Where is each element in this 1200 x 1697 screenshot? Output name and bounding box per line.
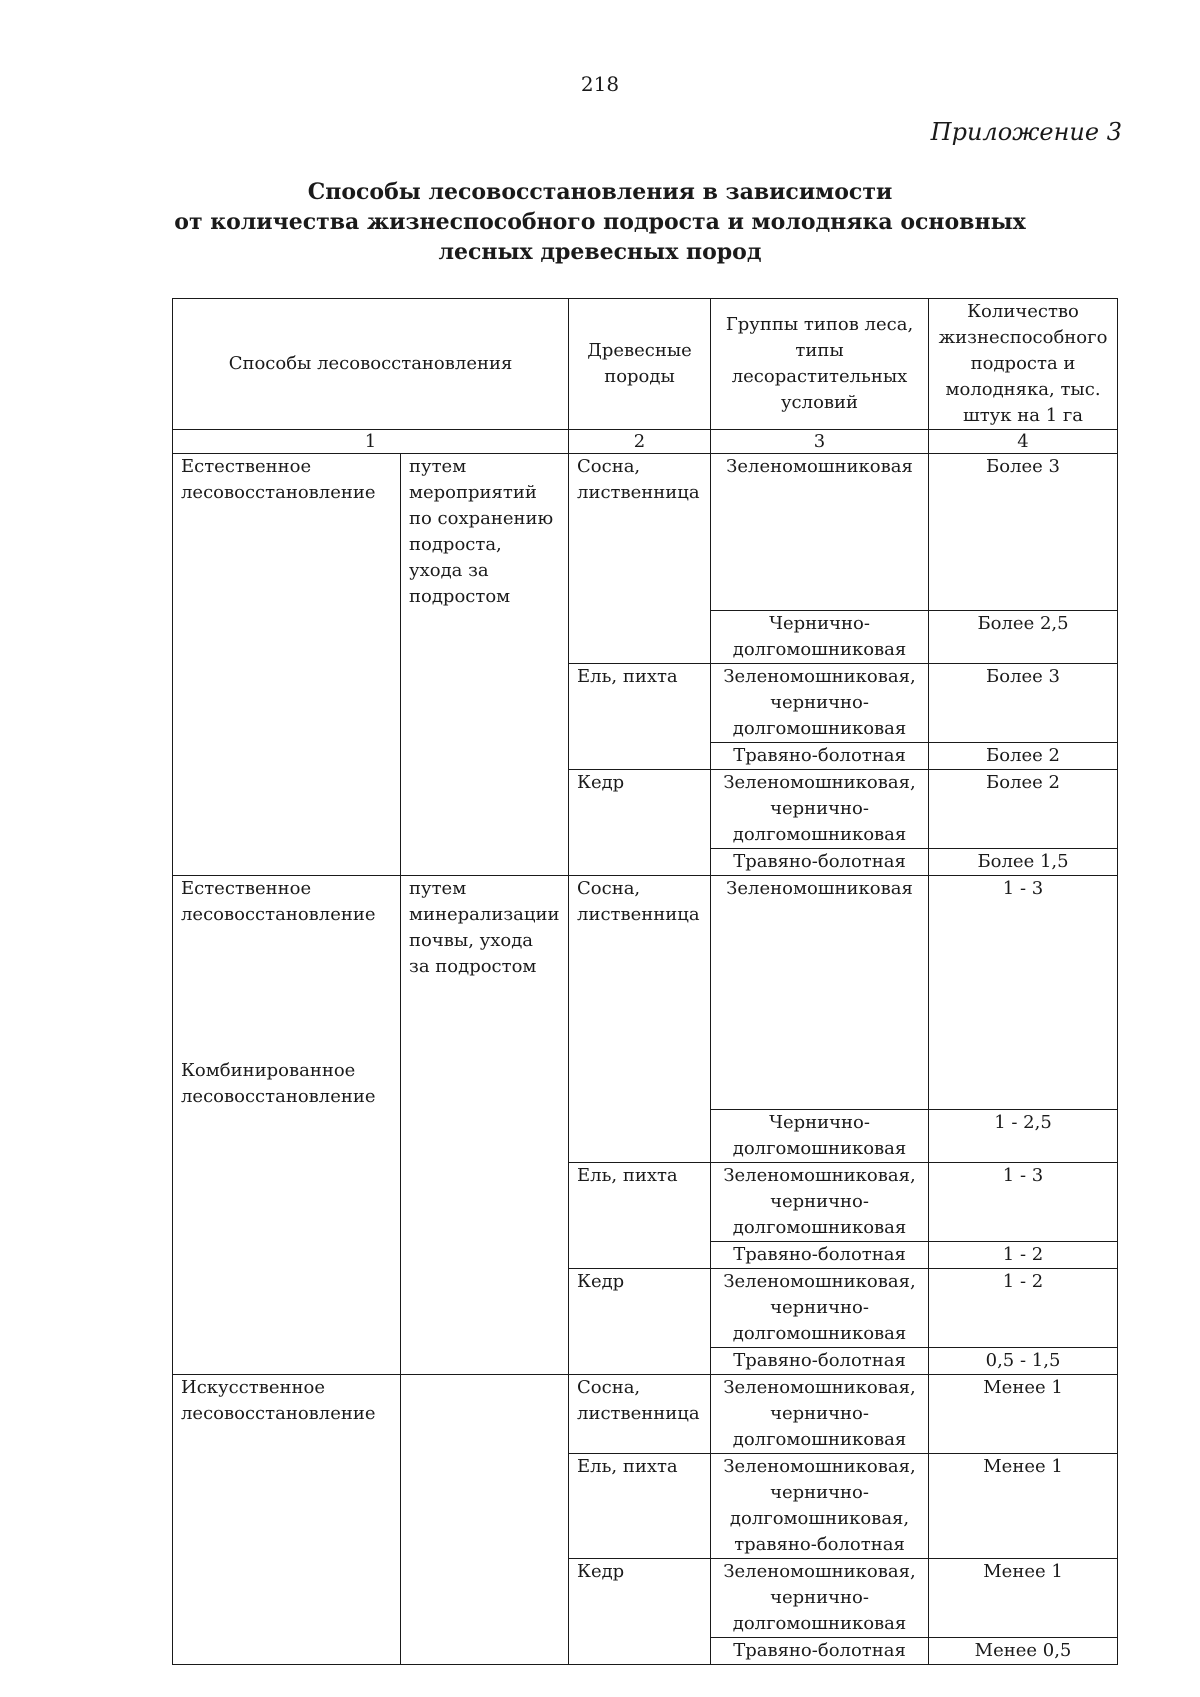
forest-type-cell	[711, 875, 929, 1110]
forest-type-line: долгомошниковая	[732, 1429, 907, 1450]
method-label	[181, 876, 392, 928]
header-line: типы	[795, 340, 844, 361]
species-line: Ель, пихта	[577, 665, 678, 687]
means-cell	[401, 1242, 569, 1269]
title-line: Способы лесовосстановления в зависимости	[307, 179, 893, 205]
forest-type-cell	[711, 742, 929, 769]
forest-type-line: Травяно-болотная	[733, 850, 906, 872]
means-cell	[401, 1269, 569, 1348]
quantity-cell: Более 2	[929, 742, 1118, 769]
header-line: жизнеспособного	[938, 327, 1108, 348]
header-line: условий	[780, 392, 859, 413]
method-cell	[173, 663, 401, 742]
forest-type-line: долгомошниковая,	[729, 1508, 910, 1529]
header-line: штук на 1 га	[962, 405, 1084, 426]
method-line: Искусственное	[181, 1377, 326, 1398]
means-cell	[401, 1110, 569, 1163]
method-cell	[173, 1559, 401, 1638]
table-row	[173, 1559, 1118, 1638]
quantity-cell: Более 2	[929, 769, 1118, 848]
method-line: лесовосстановление	[181, 1403, 376, 1424]
forest-type-line: Травяно-болотная	[733, 744, 906, 766]
method-cell	[173, 1348, 401, 1375]
species-line: Кедр	[577, 771, 625, 793]
header-quantity	[929, 299, 1118, 430]
header-line: подроста и	[970, 353, 1076, 374]
table-row	[173, 1454, 1118, 1559]
means-cell	[401, 454, 569, 611]
means-cell	[401, 875, 569, 1110]
quantity-cell: Менее 1	[929, 1375, 1118, 1454]
appendix-label: Приложение 3	[930, 118, 1122, 146]
quantity-cell: 0,5 - 1,5	[929, 1348, 1118, 1375]
method-cell	[173, 1638, 401, 1665]
species-cell	[569, 454, 711, 664]
forest-type-line: Травяно-болотная	[733, 1350, 906, 1371]
method-cell	[173, 1110, 401, 1163]
species-line: лиственница	[577, 482, 700, 503]
method-line: лесовосстановление	[181, 1085, 376, 1107]
species-cell	[569, 1163, 711, 1269]
species-line: Сосна,	[577, 877, 641, 899]
forest-type-cell	[711, 1375, 929, 1454]
header-methods: Способы лесовосстановления	[173, 299, 569, 430]
forest-type-line: чернично-	[770, 691, 869, 713]
forest-type-line: чернично-	[770, 1587, 869, 1608]
means-line: путем	[409, 877, 467, 899]
species-cell	[569, 663, 711, 769]
forest-type-cell	[711, 663, 929, 742]
title-line: лесных древесных пород	[438, 239, 762, 265]
column-number: 3	[711, 430, 929, 454]
forest-type-cell	[711, 1242, 929, 1269]
page-number: 218	[580, 72, 620, 96]
method-cell	[173, 875, 401, 1110]
quantity-cell: 1 - 2	[929, 1242, 1118, 1269]
method-label	[181, 1375, 392, 1427]
reforestation-table	[172, 298, 1118, 1665]
means-cell	[401, 663, 569, 742]
means-line: почвы, ухода	[409, 929, 534, 951]
means-cell	[401, 1375, 569, 1454]
forest-type-cell	[711, 1269, 929, 1348]
method-label	[181, 454, 392, 506]
method-label-combined	[181, 1058, 392, 1110]
forest-type-line: чернично-	[770, 1191, 869, 1212]
header-forest-types	[711, 299, 929, 430]
header-species	[569, 299, 711, 430]
table-row	[173, 663, 1118, 742]
forest-type-line: чернично-	[770, 1297, 869, 1318]
column-number: 1	[173, 430, 569, 454]
species-cell	[569, 1375, 711, 1454]
column-number: 4	[929, 430, 1118, 454]
species-line: лиственница	[577, 1403, 700, 1424]
forest-type-cell	[711, 454, 929, 611]
species-cell	[569, 1559, 711, 1665]
method-cell	[173, 1375, 401, 1454]
forest-type-line: долгомошниковая	[732, 717, 907, 739]
method-cell	[173, 1454, 401, 1559]
forest-type-line: Травяно-болотная	[733, 1244, 906, 1265]
forest-type-cell	[711, 769, 929, 848]
header-row	[173, 299, 1118, 430]
forest-type-line: Зеленомошниковая	[726, 877, 913, 899]
means-line: за подростом	[409, 955, 537, 977]
species-line: Кедр	[577, 1271, 625, 1292]
means-cell	[401, 1454, 569, 1559]
means-cell	[401, 769, 569, 848]
means-label	[409, 454, 560, 610]
forest-type-line: долгомошниковая	[732, 1138, 907, 1159]
means-line: минерализации	[409, 903, 560, 925]
forest-type-line: чернично-	[770, 797, 869, 819]
forest-type-line: травяно-болотная	[734, 1534, 905, 1555]
method-line: лесовосстановление	[181, 482, 376, 503]
table-row	[173, 454, 1118, 611]
forest-type-line: чернично-	[770, 1403, 869, 1424]
table-row	[173, 1269, 1118, 1348]
quantity-cell: 1 - 2,5	[929, 1110, 1118, 1163]
method-cell	[173, 454, 401, 611]
method-cell	[173, 769, 401, 848]
column-number-row	[173, 430, 1118, 454]
means-line: по сохранению	[409, 508, 554, 529]
forest-type-line: долгомошниковая	[732, 823, 907, 845]
forest-type-line: долгомошниковая	[732, 1323, 907, 1344]
column-number: 2	[569, 430, 711, 454]
forest-type-cell	[711, 1559, 929, 1638]
forest-type-line: долгомошниковая	[732, 1217, 907, 1238]
header-line: Группы типов леса,	[725, 314, 914, 335]
forest-type-line: Зеленомошниковая,	[723, 665, 916, 687]
species-line: лиственница	[577, 903, 700, 925]
quantity-cell: 1 - 2	[929, 1269, 1118, 1348]
means-line: подростом	[409, 586, 511, 607]
method-cell	[173, 1269, 401, 1348]
quantity-cell: 1 - 3	[929, 1163, 1118, 1242]
forest-type-line: Чернично-	[769, 1112, 870, 1133]
method-cell	[173, 610, 401, 663]
forest-type-cell	[711, 610, 929, 663]
forest-type-line: долгомошниковая	[732, 638, 907, 660]
forest-type-line: Зеленомошниковая,	[723, 1456, 916, 1477]
forest-type-line: Зеленомошниковая,	[723, 1377, 916, 1398]
species-line: Ель, пихта	[577, 1456, 678, 1477]
species-cell	[569, 875, 711, 1163]
header-line: Древесные	[587, 340, 692, 361]
means-cell	[401, 1559, 569, 1638]
method-line: Естественное	[181, 877, 312, 899]
means-cell	[401, 610, 569, 663]
means-line: путем	[409, 456, 467, 477]
title-line: от количества жизнеспособного подроста и молодняка основных	[174, 209, 1026, 235]
quantity-cell: Менее 1	[929, 1454, 1118, 1559]
forest-type-cell	[711, 1110, 929, 1163]
quantity-cell: Менее 1	[929, 1559, 1118, 1638]
forest-type-line: Зеленомошниковая,	[723, 771, 916, 793]
method-cell	[173, 848, 401, 875]
species-line: Ель, пихта	[577, 1165, 678, 1186]
method-line: Комбинированное	[181, 1059, 356, 1081]
header-line: лесорастительных	[731, 366, 908, 387]
forest-type-line: Зеленомошниковая,	[723, 1271, 916, 1292]
table-row	[173, 1163, 1118, 1242]
means-line: мероприятий	[409, 482, 537, 503]
species-line: Сосна,	[577, 1377, 641, 1398]
species-cell	[569, 1269, 711, 1375]
forest-type-cell	[711, 848, 929, 875]
forest-type-line: Зеленомошниковая,	[723, 1165, 916, 1186]
means-cell	[401, 1348, 569, 1375]
species-line: Кедр	[577, 1561, 625, 1582]
method-line: Естественное	[181, 456, 312, 477]
forest-type-line: Травяно-болотная	[733, 1640, 906, 1661]
species-cell	[569, 1454, 711, 1559]
quantity-cell: Более 2,5	[929, 610, 1118, 663]
table-row	[173, 1375, 1118, 1454]
means-cell	[401, 848, 569, 875]
means-line: подроста,	[409, 534, 502, 555]
forest-type-line: долгомошниковая	[732, 1613, 907, 1634]
method-cell	[173, 742, 401, 769]
means-line: ухода за	[409, 560, 489, 581]
forest-type-cell	[711, 1638, 929, 1665]
forest-type-line: чернично-	[770, 1482, 869, 1503]
forest-type-line: Чернично-	[769, 612, 870, 634]
forest-type-line: Зеленомошниковая,	[723, 1561, 916, 1582]
method-cell	[173, 1163, 401, 1242]
quantity-cell: Более 3	[929, 663, 1118, 742]
means-cell	[401, 742, 569, 769]
forest-type-cell	[711, 1348, 929, 1375]
header-line: молодняка, тыс.	[945, 379, 1101, 400]
method-cell	[173, 1242, 401, 1269]
quantity-cell: Более 1,5	[929, 848, 1118, 875]
quantity-cell: Менее 0,5	[929, 1638, 1118, 1665]
method-line: лесовосстановление	[181, 903, 376, 925]
forest-type-cell	[711, 1454, 929, 1559]
quantity-cell: Более 3	[929, 454, 1118, 611]
method-gap	[181, 928, 392, 1058]
table-row	[173, 769, 1118, 848]
header-line: Количество	[967, 301, 1079, 322]
means-label	[409, 876, 560, 980]
species-line: Сосна,	[577, 456, 641, 477]
means-cell	[401, 1163, 569, 1242]
forest-type-line: Зеленомошниковая	[726, 456, 913, 477]
quantity-cell: 1 - 3	[929, 875, 1118, 1110]
species-cell	[569, 769, 711, 875]
table-row	[173, 875, 1118, 1110]
means-cell	[401, 1638, 569, 1665]
document-title	[0, 177, 1200, 267]
forest-type-cell	[711, 1163, 929, 1242]
header-line: породы	[604, 366, 675, 387]
